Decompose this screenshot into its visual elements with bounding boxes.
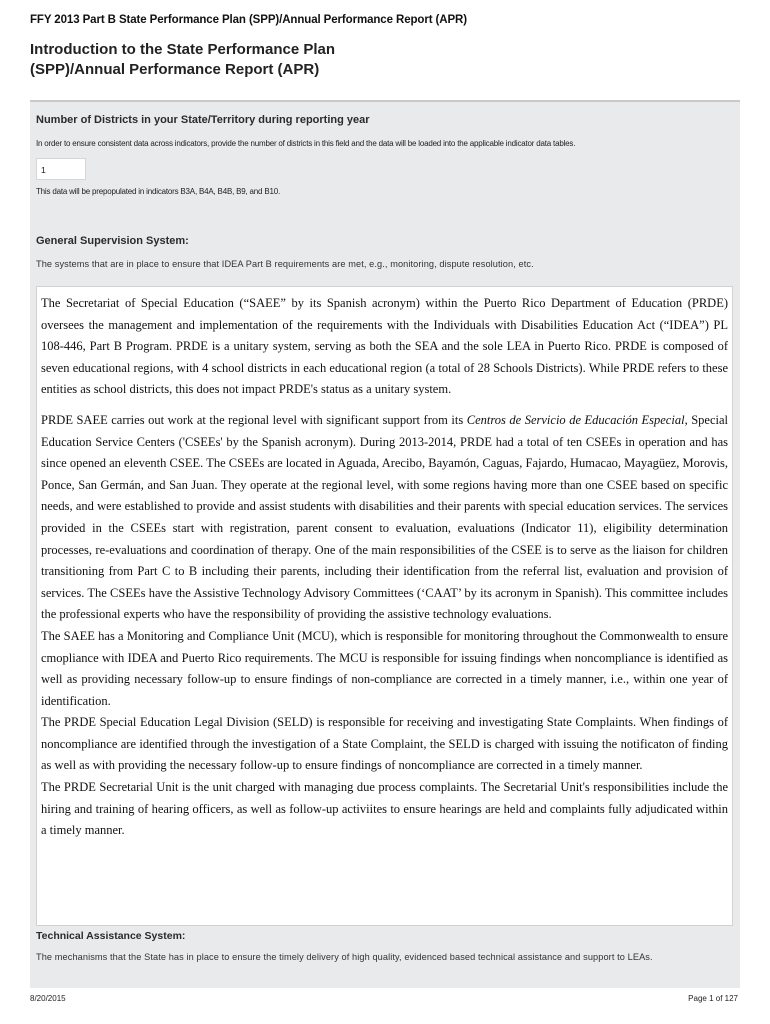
districts-instruction: In order to ensure consistent data across indicators, provide the number of districts in this field and the data will be loaded into the applicable indicator data tables. bbox=[36, 139, 576, 148]
footer-page-number: Page 1 of 127 bbox=[688, 994, 738, 1003]
form-panel bbox=[30, 100, 740, 988]
general-supervision-description: The systems that are in place to ensure that IDEA Part B requirements are met, e.g., monitoring, dispute resolution, etc. bbox=[36, 259, 534, 269]
districts-heading: Number of Districts in your State/Territory during reporting year bbox=[36, 114, 370, 126]
general-supervision-heading: General Supervision System: bbox=[36, 235, 189, 247]
running-header: FFY 2013 Part B State Performance Plan (SPP)/Annual Performance Report (APR) bbox=[30, 14, 467, 26]
page-title-line-1: Introduction to the State Performance Plan bbox=[30, 41, 336, 58]
page-title bbox=[30, 40, 630, 80]
paragraph-csee-italic: Centros de Servicio de Educación Especial bbox=[466, 412, 685, 427]
paragraph-mcu: The SAEE has a Monitoring and Compliance Unit (MCU), which is responsible for monitoring throughout the Commonwealth to ensure cmopliance with IDEA and Puerto Rico requirements. The MCU is responsible for issuing findings when noncompliance is identified as well as providing necessary follow-up to ensure findings of non-compliance are corrected in a timely manner, i.e., within one year of identification. bbox=[41, 628, 728, 708]
paragraph-seld: The PRDE Special Education Legal Division (SELD) is responsible for receiving and investigating State Complaints. When findings of noncompliance are identified through the investigation of a State Complaint, the SELD is charged with issuing the notificaton of finding as well as with providing the necessary follow-up to ensure findings of noncompliance are corrected in a timely manner. bbox=[41, 715, 728, 773]
general-supervision-textarea[interactable] bbox=[36, 286, 733, 926]
paragraph-csee bbox=[41, 410, 728, 626]
districts-count-input[interactable]: 1 bbox=[36, 158, 86, 180]
paragraph-secretarial-unit: The PRDE Secretarial Unit is the unit charged with managing due process complaints. The Secretarial Unit's responsibilities include the hiring and training of hearing officers, as well as follow-up activiites to ensure hearings are held and complaints fully adjudicated within a timely manner. bbox=[41, 780, 728, 838]
paragraph-csee-start: PRDE SAEE carries out work at the regional level with significant support from its bbox=[41, 412, 467, 427]
page-title-line-2: (SPP)/Annual Performance Report (APR) bbox=[30, 61, 320, 78]
technical-assistance-heading: Technical Assistance System: bbox=[36, 930, 186, 942]
districts-note: This data will be prepopulated in indicators B3A, B4A, B4B, B9, and B10. bbox=[36, 187, 280, 196]
footer-date: 8/20/2015 bbox=[30, 994, 66, 1003]
paragraph-saee: The Secretariat of Special Education (“SAEE” by its Spanish acronym) within the Puerto Rico Department of Education (PRDE) oversees the management and implementation of the requirements with the Individuals with Disabilities Education Act (“IDEA”) PL 108-446, Part B Program. PRDE is a unitary system, serving as both the SEA and the sole LEA in Puerto Rico. PRDE is composed of seven educational regions, with 4 school districts in each educational region (a total of 28 Schools Districts). While PRDE refers to these entities as school districts, this does not impact PRDE's status as a unitary system. bbox=[41, 296, 728, 397]
paragraph-csee-rest: , Special Education Service Centers ('CSEEs' by the Spanish acronym). During 2013-2014, PRDE had a total of ten CSEEs in operation and has since opened an eleventh CSEE. The CSEEs are located in Aguada, Arecibo, Bayamón, Caguas, Fajardo, Humacao, Mayagüez, Morovis, Ponce, San Germán, and San Juan. They operate at the regional level, with some regions having more than one CSEE based on specific needs, and were established to provide and assist students with disabilities and their parents with special education services. The services provided in the CSEEs start with registration, parent consent to evaluation, evaluations (Indicator 11), eligibility determination processes, re-evaluations and coordination of therapy. One of the main responsibilities of the CSEE is to serve as the liaison for children transitioning from Part C to B including their parents, including their identification from the referral list, evaluation and provision of services. The CSEEs have the Assistive Technology Advisory Committees (‘CAAT’ by its acronym in Spanish). This committee includes the professional experts who have the responsibility of providing the assistive technology evaluations. bbox=[41, 412, 729, 622]
technical-assistance-description: The mechanisms that the State has in place to ensure the timely delivery of high quality, evidenced based technical assistance and support to LEAs. bbox=[36, 952, 653, 962]
